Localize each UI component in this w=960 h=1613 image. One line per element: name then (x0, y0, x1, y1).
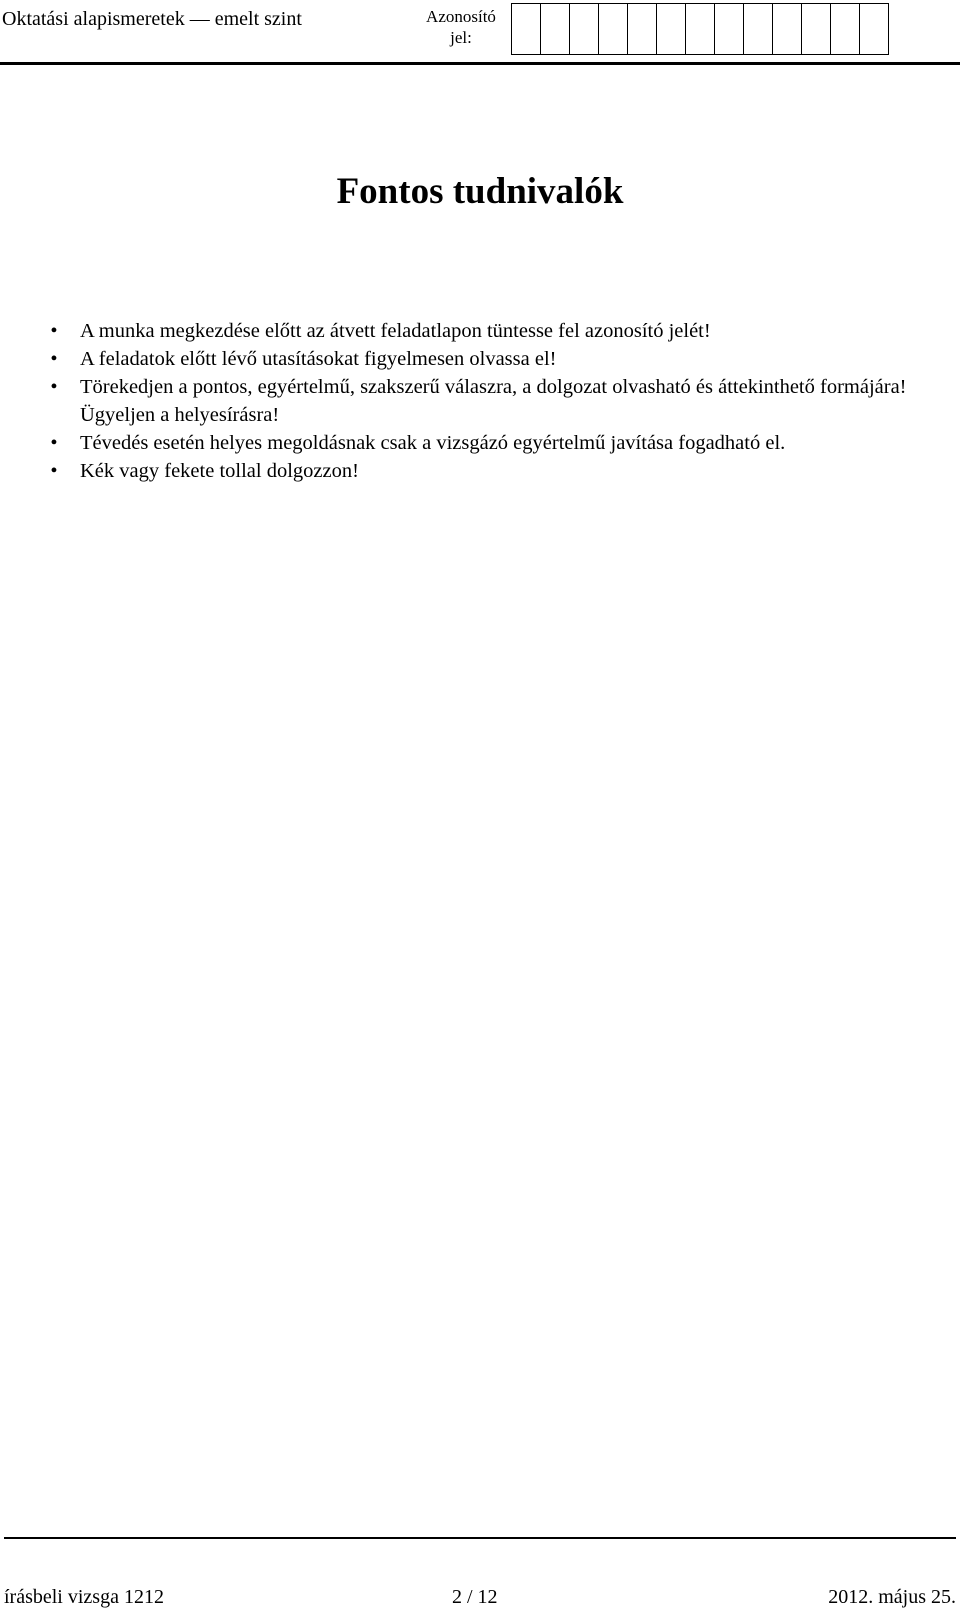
list-item (48, 457, 953, 485)
list-item (48, 345, 953, 373)
id-code-boxes (511, 3, 889, 55)
id-code-box[interactable] (628, 4, 657, 54)
footer-divider (4, 1537, 956, 1539)
id-code-box[interactable] (599, 4, 628, 54)
id-code-box[interactable] (715, 4, 744, 54)
id-code-box[interactable] (512, 4, 541, 54)
id-code-box[interactable] (541, 4, 570, 54)
id-code-box[interactable] (802, 4, 831, 54)
header-title: Oktatási alapismeretek — emelt szint (2, 8, 302, 30)
page-title: Fontos tudnivalók (336, 171, 624, 212)
id-code-box[interactable] (686, 4, 715, 54)
id-label: Azonosító jel: (426, 7, 496, 47)
id-code-box[interactable] (570, 4, 599, 54)
bullet-icon: • (50, 320, 58, 342)
page-header (0, 0, 960, 64)
page-number: 2 / 12 (452, 1586, 498, 1608)
exam-label: írásbeli vizsga 1212 (4, 1586, 164, 1608)
rule-text: Kék vagy fekete tollal dolgozzon! (80, 460, 359, 482)
id-code-box[interactable] (860, 4, 889, 54)
id-code-box[interactable] (657, 4, 686, 54)
id-code-box[interactable] (773, 4, 802, 54)
rule-text: Tévedés esetén helyes megoldásnak csak a vizsgázó egyértelmű javítása fogadható el. (80, 432, 786, 454)
exam-date: 2012. május 25. (828, 1586, 956, 1608)
list-item (48, 429, 953, 457)
id-code-box[interactable] (831, 4, 860, 54)
bullet-icon: • (50, 460, 58, 482)
bullet-icon: • (50, 376, 58, 398)
header-divider (0, 62, 960, 65)
bullet-icon: • (50, 432, 58, 454)
rule-text: Törekedjen a pontos, egyértelmű, szakszerű válaszra, a dolgozat olvasható és áttekinthető formájára! Ügyeljen a helyesírásra! (80, 376, 907, 426)
rule-text: A feladatok előtt lévő utasításokat figyelmesen olvassa el! (80, 348, 557, 370)
id-code-box[interactable] (744, 4, 773, 54)
bullet-icon: • (50, 348, 58, 370)
list-item (48, 373, 953, 429)
rules-list (48, 317, 953, 485)
rule-text: A munka megkezdése előtt az átvett feladatlapon tüntesse fel azonosító jelét! (80, 320, 711, 342)
list-item (48, 317, 953, 345)
